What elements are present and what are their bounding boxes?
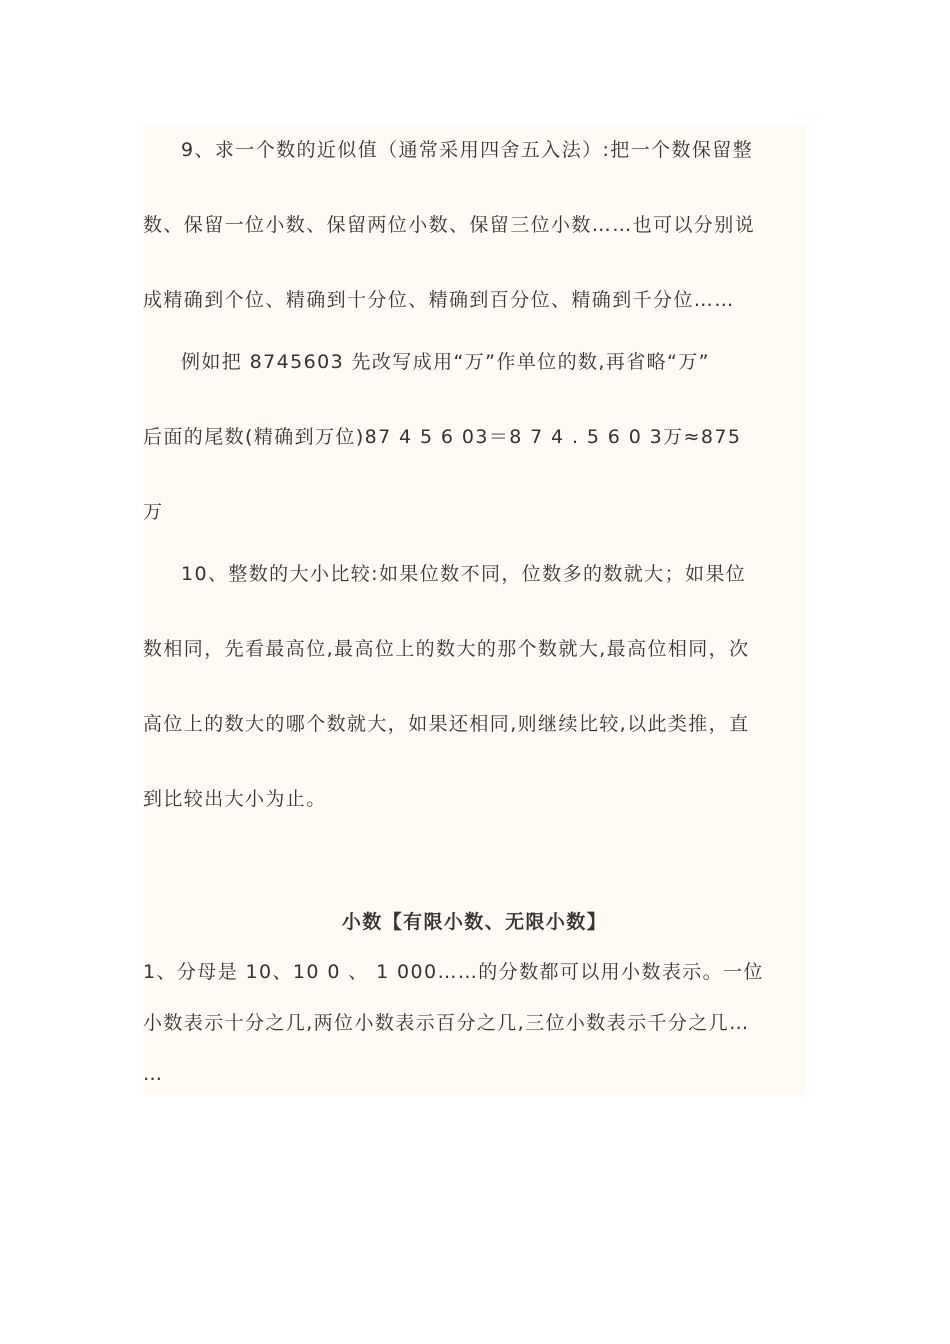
paragraph-line: 高位上的数大的哪个数就大，如果还相同,则继续比较,以此类推，直 <box>143 713 750 735</box>
paragraph-line: 万 <box>143 501 164 523</box>
paragraph-line: 10、整数的大小比较:如果位数不同，位数多的数就大；如果位 <box>181 563 747 585</box>
content-panel <box>143 124 806 1096</box>
paragraph-line: 成精确到个位、精确到十分位、精确到百分位、精确到千分位…… <box>143 289 735 311</box>
paragraph-line: 数、保留一位小数、保留两位小数、保留三位小数……也可以分别说 <box>143 214 756 236</box>
paragraph-line: 例如把 8745603 先改写成用“万”作单位的数,再省略“万” <box>181 351 710 373</box>
paragraph-line: 9、求一个数的近似值（通常采用四舍五入法）:把一个数保留整 <box>181 139 754 161</box>
section-line: 小数表示十分之几,两位小数表示百分之几,三位小数表示千分之几… <box>143 1012 750 1034</box>
paragraph-line: 到比较出大小为止。 <box>143 788 327 810</box>
paragraph-line: 数相同，先看最高位,最高位上的数大的那个数就大,最高位相同，次 <box>143 638 750 660</box>
section-line: … <box>143 1063 164 1085</box>
paragraph-line: 后面的尾数(精确到万位)87 4 5 6 03＝8 7 4 . 5 6 0 3万≈875 <box>143 426 742 448</box>
section-line: 1、分母是 10、10 0 、 1 000……的分数都可以用小数表示。一位 <box>143 961 764 983</box>
section-heading: 小数【有限小数、无限小数】 <box>341 911 608 933</box>
